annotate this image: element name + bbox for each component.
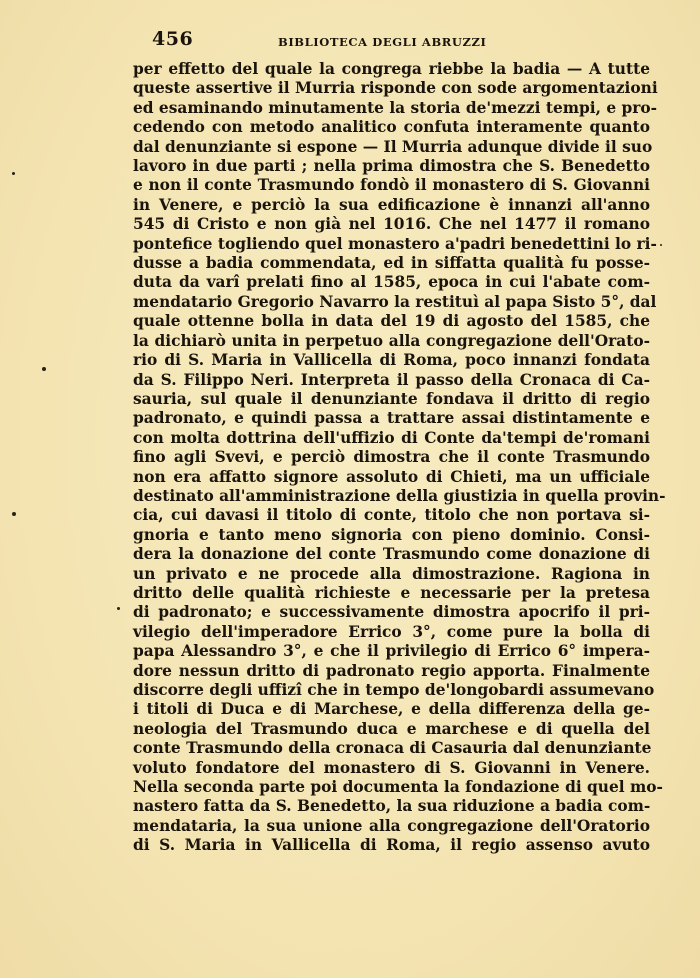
body-text	[133, 60, 666, 856]
text-line: in Venere, e perciò la sua edificazione è innanzi all'anno	[133, 195, 650, 214]
text-line: fino agli Svevi, e perciò dimostra che il conte Trasmundo	[133, 448, 650, 467]
text-line: neologia del Trasmundo duca e marchese e di quella del	[133, 719, 650, 738]
text-line: vilegio dell'imperadore Errico 3°, come pure la bolla di	[133, 622, 650, 641]
text-line: 545 di Cristo e non già nel 1016. Che nel 1477 il romano	[133, 215, 650, 234]
text-line: non era affatto signore assoluto di Chieti, ma un ufficiale	[133, 467, 650, 486]
text-line: dusse a badia commendata, ed in siffatta qualità fu posse-	[133, 254, 650, 273]
text-line: mendatario Gregorio Navarro la restituì al papa Sisto 5°, dal	[133, 292, 657, 311]
text-line: di padronato; e successivamente dimostra apocrifo il pri-	[133, 603, 650, 622]
text-line: pontefice togliendo quel monastero a'padri benedettini lo ri-	[133, 234, 657, 253]
text-line: con molta dottrina dell'uffizio di Conte da'tempi de'romani	[133, 428, 650, 447]
text-line: voluto fondatore del monastero di S. Giovanni in Venere.	[133, 758, 650, 777]
text-line: queste assertive il Murria risponde con sode argomentazioni	[133, 79, 658, 98]
running-head: BIBLIOTECA DEGLI ABRUZZI	[278, 35, 487, 49]
text-line: discorre degli uffizî che in tempo de'longobardi assumevano	[133, 681, 655, 699]
text-line: nastero fatta da S. Benedetto, la sua riduzione a badia com-	[133, 797, 651, 816]
text-line: conte Trasmundo della cronaca di Casauria dal denunziante	[133, 739, 652, 758]
text-line: lavoro in due parti ; nella prima dimostra che S. Benedetto	[133, 157, 650, 176]
text-line: ed esaminando minutamente la storia de'mezzi tempi, e pro-	[133, 98, 658, 117]
text-line: cia, cui davasi il titolo di conte, titolo che non portava si-	[133, 506, 650, 525]
text-line: padronato, e quindi passa a trattare assai distintamente e	[133, 409, 650, 428]
text-line: dore nessun dritto di padronato regio apporta. Finalmente	[133, 661, 650, 680]
text-line: e non il conte Trasmundo fondò il monastero di S. Giovanni	[133, 176, 650, 195]
text-line: quale ottenne bolla in data del 19 di agosto del 1585, che	[133, 312, 650, 331]
text-line: per effetto del quale la congrega riebbe la badia — A tutte	[133, 60, 650, 78]
text-line: rio di S. Maria in Vallicella di Roma, poco innanzi fondata	[133, 351, 650, 370]
text-line: di S. Maria in Vallicella di Roma, il regio assenso avuto	[133, 836, 650, 855]
text-line: destinato all'amministrazione della giustizia in quella provin-	[133, 486, 666, 505]
ink-speck	[660, 244, 662, 246]
text-line: un privato e ne procede alla dimostrazione. Ragiona in	[133, 564, 650, 583]
text-line: papa Alessandro 3°, e che il privilegio di Errico 6° impera-	[133, 642, 650, 661]
text-line: cedendo con metodo analitico confuta interamente quanto	[133, 118, 650, 137]
text-line: Nella seconda parte poi documenta la fondazione di quel mo-	[133, 778, 663, 797]
page-number: 456	[152, 28, 194, 50]
text-line: sauria, sul quale il denunziante fondava il dritto di regio	[133, 389, 650, 408]
text-line: i titoli di Duca e di Marchese, e della differenza della ge-	[133, 700, 650, 719]
ink-speck	[117, 607, 120, 610]
ink-speck	[12, 512, 16, 516]
text-line: da S. Filippo Neri. Interpreta il passo della Cronaca di Ca-	[133, 370, 650, 389]
text-line: la dichiarò unita in perpetuo alla congregazione dell'Orato-	[133, 331, 650, 350]
text-line: dal denunziante si espone — Il Murria adunque divide il suo	[133, 137, 653, 156]
text-line: mendataria, la sua unione alla congregazione dell'Oratorio	[133, 816, 650, 835]
text-line: dera la donazione del conte Trasmundo come donazione di	[133, 545, 650, 564]
page-header	[152, 28, 652, 52]
text-line: duta da varî prelati fino al 1585, epoca in cui l'abate com-	[133, 273, 650, 292]
ink-speck	[42, 367, 46, 371]
text-line: gnoria e tanto meno signoria con pieno dominio. Consi-	[133, 525, 650, 544]
text-line: dritto delle qualità richieste e necessarie per la pretesa	[133, 583, 650, 602]
ink-speck	[12, 172, 15, 175]
